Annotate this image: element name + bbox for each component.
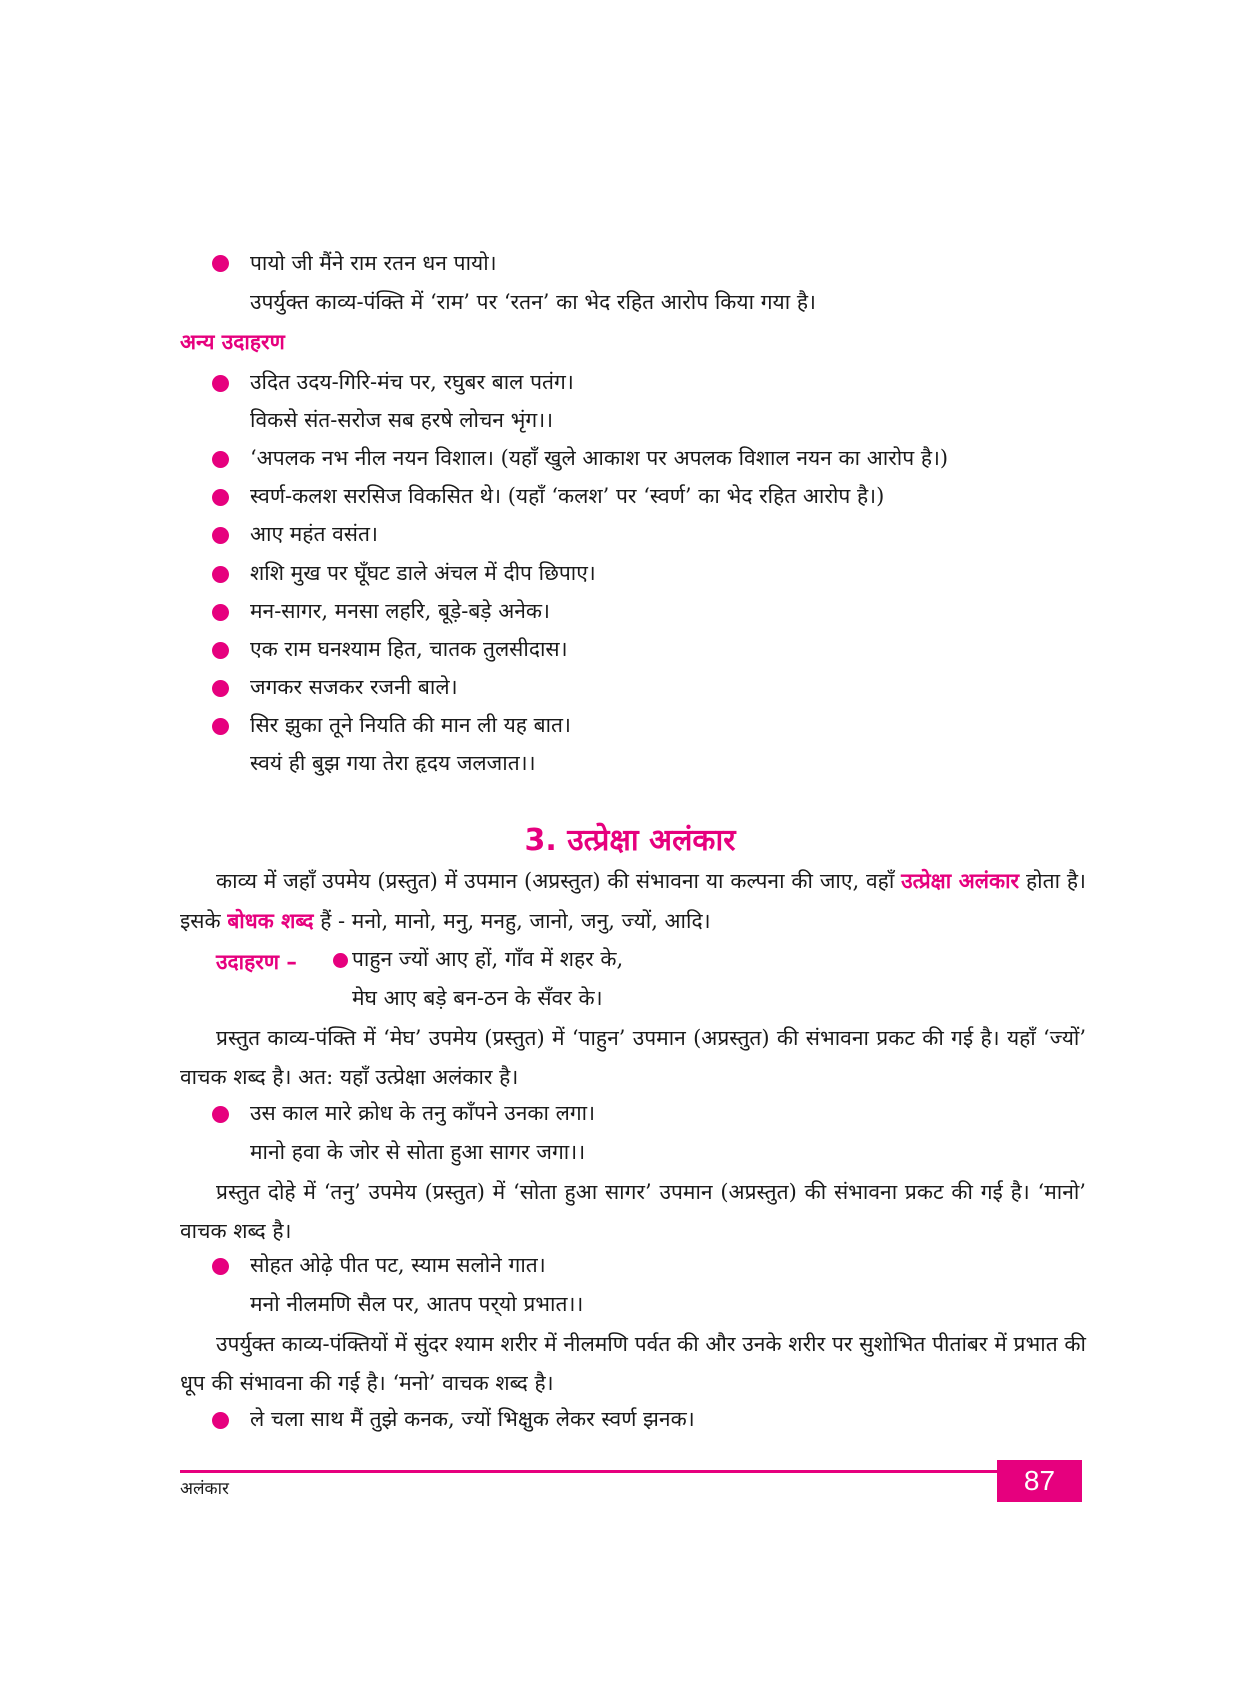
bullet-icon — [212, 604, 229, 621]
bullet-icon — [212, 1412, 229, 1429]
term-highlight: बोधक शब्द — [227, 908, 314, 933]
example-line: ‘अपलक नभ नील नयन विशाल। (यहाँ खुले आकाश पर अपलक विशाल नयन का आरोप है।) — [250, 446, 949, 470]
explanation-line: उपर्युक्त काव्य-पंक्ति में ‘राम’ पर ‘रतन’ का भेद रहित आरोप किया गया है। — [250, 290, 816, 314]
example-line: उस काल मारे क्रोध के तनु काँपने उनका लगा। — [250, 1101, 596, 1125]
bullet-icon — [212, 451, 229, 468]
example-line: विकसे संत-सरोज सब हरषे लोचन भृंग।। — [250, 408, 554, 432]
example-line: पाहुन ज्यों आए हों, गाँव में शहर के, — [352, 947, 624, 971]
example-label: उदाहरण – — [216, 950, 297, 974]
example-line: उदित उदय-गिरि-मंच पर, रघुबर बाल पतंग। — [250, 370, 574, 394]
example-line: मन-सागर, मनसा लहरि, बूड़े-बड़े अनेक। — [250, 599, 551, 623]
example-line: मेघ आए बड़े बन-ठन के सँवर के। — [352, 986, 603, 1010]
example-line: ले चला साथ मैं तुझे कनक, ज्यों भिक्षुक लेकर स्वर्ण झनक। — [250, 1407, 695, 1431]
footer-label: अलंकार — [180, 1479, 229, 1499]
bullet-line: पायो जी मैंने राम रतन धन पायो। — [250, 251, 497, 275]
definition-text: होता है। इसके — [180, 869, 1086, 933]
bullet-icon — [212, 375, 229, 392]
explanation-paragraph: उपर्युक्त काव्य-पंक्तियों में सुंदर श्याम शरीर में नीलमणि पर्वत की और उनके शरीर पर सुशोभित पीतांबर में प्रभात की धूप की संभावना की गई है। ‘मनो’ वाचक शब्द है। — [180, 1332, 1086, 1395]
example-line: स्वयं ही बुझ गया तेरा हृदय जलजात।। — [250, 751, 536, 775]
example-line: स्वर्ण-कलश सरसिज विकसित थे। (यहाँ ‘कलश’ पर ‘स्वर्ण’ का भेद रहित आरोप है।) — [250, 484, 885, 508]
example-line: जगकर सजकर रजनी बाले। — [250, 675, 458, 699]
example-line: शशि मुख पर घूँघट डाले अंचल में दीप छिपाए। — [250, 561, 596, 585]
bullet-icon — [212, 642, 229, 659]
explanation-paragraph: प्रस्तुत दोहे में ‘तनु’ उपमेय (प्रस्तुत) में ‘सोता हुआ सागर’ उपमान (अप्रस्तुत) की संभावना प्रकट की गई है। ‘मानो’ वाचक शब्द है। — [180, 1180, 1086, 1243]
example-line: मानो हवा के जोर से सोता हुआ सागर जगा।। — [250, 1140, 586, 1164]
example-line: मनो नीलमणि सैल पर, आतप पर्‌यो प्रभात।। — [250, 1292, 584, 1316]
definition-text: काव्य में जहाँ उपमेय (प्रस्तुत) में उपमान (अप्रस्तुत) की संभावना या कल्पना की जाए, वहाँ — [216, 869, 902, 893]
bullet-icon — [333, 953, 348, 968]
bullet-icon — [212, 718, 229, 735]
example-line: सोहत ओढ़े पीत पट, स्याम सलोने गात। — [250, 1253, 546, 1277]
bullet-icon — [212, 680, 229, 697]
example-line: एक राम घनश्याम हित, चातक तुलसीदास। — [250, 637, 568, 661]
term-highlight: उत्प्रेक्षा अलंकार — [901, 868, 1020, 893]
bullet-icon — [212, 566, 229, 583]
definition-paragraph — [180, 861, 1086, 941]
footer-rule — [180, 1470, 1082, 1473]
definition-text: हैं - मनो, मानो, मनु, मनहु, जानो, जनु, ज्यों, आदि। — [313, 909, 711, 933]
example-line: आए महंत वसंत। — [250, 522, 378, 546]
bullet-icon — [212, 1258, 229, 1275]
bullet-icon — [212, 489, 229, 506]
example-line: सिर झुका तूने नियति की मान ली यह बात। — [250, 713, 571, 737]
explanation-paragraph: प्रस्तुत काव्य-पंक्ति में ‘मेघ’ उपमेय (प्रस्तुत) में ‘पाहुन’ उपमान (अप्रस्तुत) की संभावना प्रकट की गई है। यहाँ ‘ज्यों’ वाचक शब्द है। अत: यहाँ उत्प्रेक्षा अलंकार है। — [180, 1026, 1086, 1089]
section-title: 3. उत्प्रेक्षा अलंकार — [524, 823, 736, 858]
bullet-icon — [212, 255, 229, 272]
bullet-icon — [212, 1106, 229, 1123]
bullet-icon — [212, 527, 229, 544]
other-examples-heading: अन्य उदाहरण — [180, 330, 285, 354]
page-number: 87 — [997, 1460, 1082, 1502]
